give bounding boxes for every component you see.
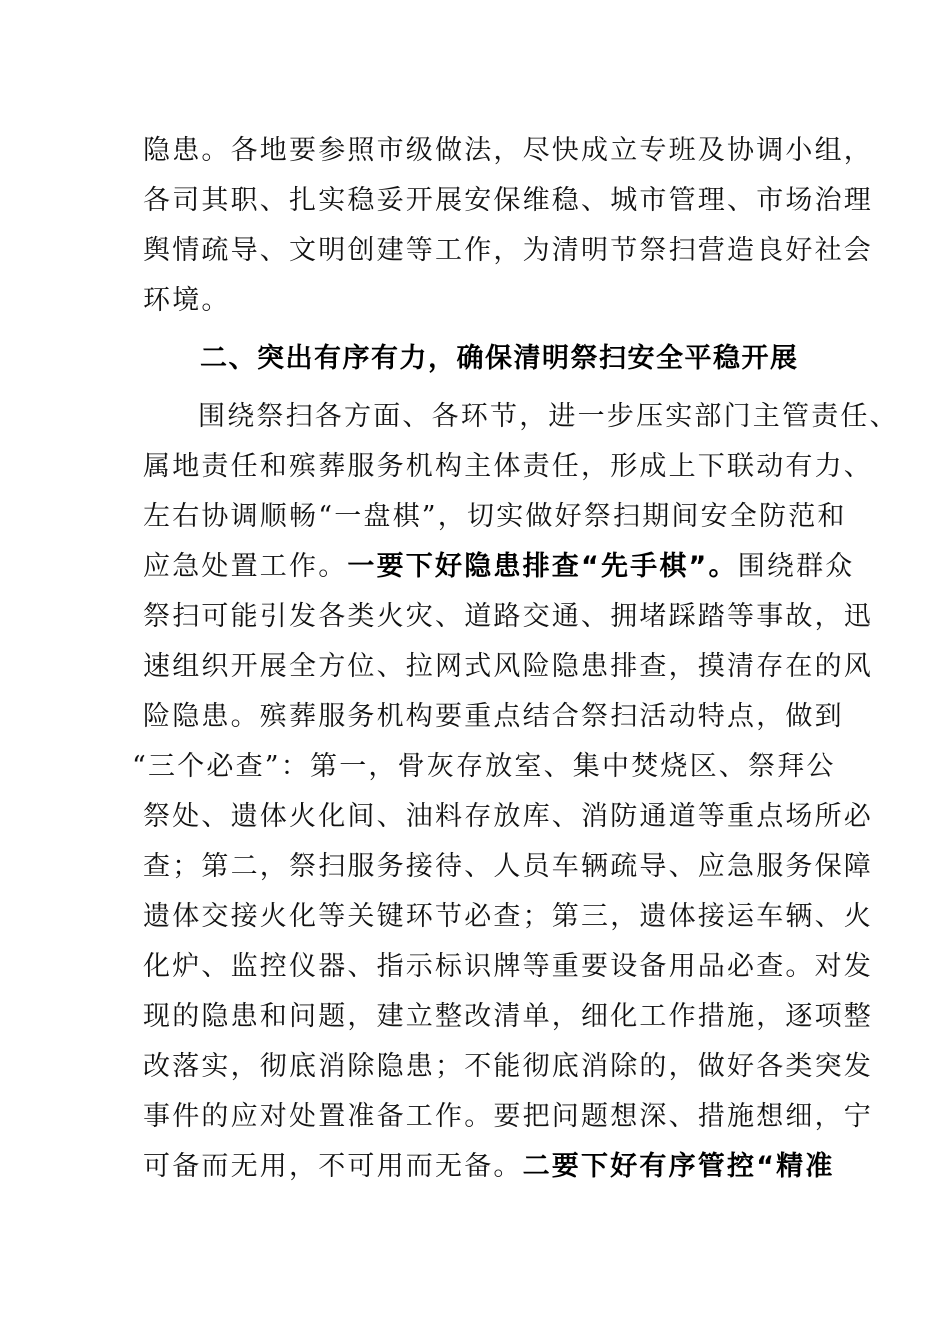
paragraph-line: 事件的应对处置准备工作。要把问题想深、措施想细，宁 [143, 1101, 873, 1132]
paragraph-line: 应急处置工作。一要下好隐患排查“先手棋”。围绕群众 [143, 551, 855, 582]
paragraph-line: 围绕祭扫各方面、各环节，进一步压实部门主管责任、 [198, 401, 899, 432]
paragraph-line: 可备而无用，不可用而无备。二要下好有序管控“精准 [143, 1151, 835, 1182]
paragraph-line: 改落实，彻底消除隐患；不能彻底消除的，做好各类突发 [143, 1051, 873, 1082]
paragraph-line: 各司其职、扎实稳妥开展安保维稳、城市管理、市场治理 [143, 185, 873, 216]
paragraph-line: 隐患。各地要参照市级做法，尽快成立专班及协调小组， [143, 135, 873, 166]
paragraph-line: 现的隐患和问题，建立整改清单，细化工作措施，逐项整 [143, 1001, 873, 1032]
paragraph-line: 祭处、遗体火化间、油料存放库、消防通道等重点场所必 [143, 801, 873, 832]
paragraph-line: 速组织开展全方位、拉网式风险隐患排查，摸清存在的风 [143, 651, 873, 682]
paragraph-line: 环境。 [143, 285, 231, 316]
paragraph-line: 祭扫可能引发各类火灾、道路交通、拥堵踩踏等事故，迅 [143, 601, 873, 632]
paragraph-line: 属地责任和殡葬服务机构主体责任，形成上下联动有力、 [143, 451, 873, 482]
bold-run: 二要下好有序管控“精准 [522, 1151, 835, 1182]
paragraph-line: 险隐患。殡葬服务机构要重点结合祭扫活动特点，做到 [143, 701, 844, 732]
section-heading: 二、突出有序有力，确保清明祭扫安全平稳开展 [200, 343, 799, 374]
paragraph-line: 遗体交接火化等关键环节必查；第三，遗体接运车辆、火 [143, 901, 873, 932]
paragraph-line: 左右协调顺畅“一盘棋”，切实做好祭扫期间安全防范和 [143, 501, 847, 532]
paragraph-line: 舆情疏导、文明创建等工作，为清明节祭扫营造良好社会 [143, 235, 873, 266]
bold-run: 一要下好隐患排查“先手棋”。 [347, 551, 738, 582]
paragraph-line: 化炉、监控仪器、指示标识牌等重要设备用品必查。对发 [143, 951, 873, 982]
paragraph-line: “三个必查”：第一，骨灰存放室、集中焚烧区、祭拜公 [132, 751, 836, 782]
paragraph-line: 查；第二，祭扫服务接待、人员车辆疏导、应急服务保障 [143, 851, 873, 882]
